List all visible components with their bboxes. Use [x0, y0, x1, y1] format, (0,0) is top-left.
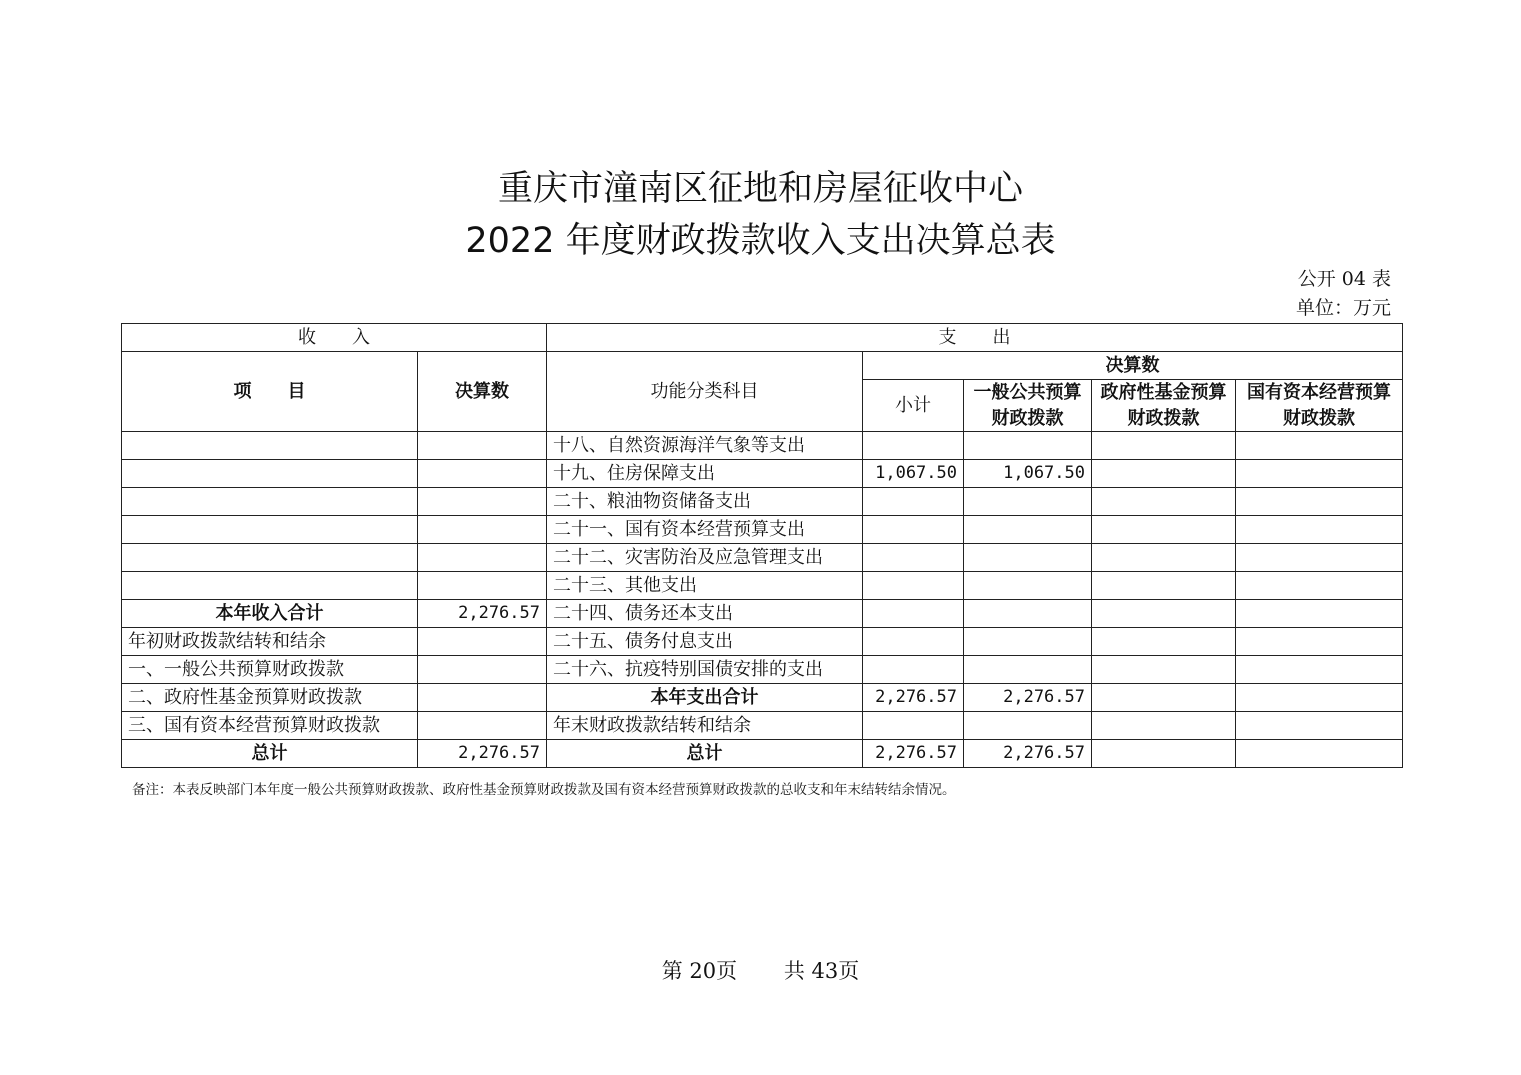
table-row	[122, 432, 1403, 460]
row-subtotal	[863, 488, 964, 516]
row-item	[122, 544, 418, 572]
row-func-category: 十九、住房保障支出	[547, 460, 863, 488]
income-header: 收 入	[122, 324, 547, 352]
row-general-budget: 1,067.50	[964, 460, 1092, 488]
row-gov-fund	[1092, 628, 1236, 656]
row-item: 二、政府性基金预算财政拨款	[122, 684, 418, 712]
row-func-category: 年末财政拨款结转和结余	[547, 712, 863, 740]
row-item	[122, 488, 418, 516]
table-row	[122, 656, 1403, 684]
row-general-budget	[964, 572, 1092, 600]
row-state-capital	[1236, 628, 1403, 656]
income-amount-header: 决算数	[418, 352, 547, 432]
row-subtotal	[863, 432, 964, 460]
row-income-amount	[418, 488, 547, 516]
table-row	[122, 572, 1403, 600]
func-category-header: 功能分类科目	[547, 352, 863, 432]
row-gov-fund	[1092, 712, 1236, 740]
row-subtotal	[863, 544, 964, 572]
row-state-capital	[1236, 544, 1403, 572]
row-gov-fund	[1092, 684, 1236, 712]
table-row	[122, 740, 1403, 768]
row-func-category: 本年支出合计	[547, 684, 863, 712]
row-item: 一、一般公共预算财政拨款	[122, 656, 418, 684]
table-row	[122, 460, 1403, 488]
row-gov-fund	[1092, 516, 1236, 544]
row-state-capital	[1236, 600, 1403, 628]
row-income-amount: 2,276.57	[418, 740, 547, 768]
document-title-line2: 2022 年度财政拨款收入支出决算总表	[465, 221, 1056, 261]
expense-header: 支 出	[547, 324, 1403, 352]
row-subtotal: 2,276.57	[863, 684, 964, 712]
row-func-category: 总计	[547, 740, 863, 768]
row-general-budget	[964, 712, 1092, 740]
row-item	[122, 460, 418, 488]
document-title-line1: 重庆市潼南区征地和房屋征收中心	[497, 169, 1023, 209]
table-note: 备注：本表反映部门本年度一般公共预算财政拨款、政府性基金预算财政拨款及国有资本经营预算财政拨款的总收支和年末结转结余情况。	[132, 782, 956, 798]
row-gov-fund	[1092, 460, 1236, 488]
row-general-budget	[964, 488, 1092, 516]
row-income-amount	[418, 544, 547, 572]
row-income-amount	[418, 656, 547, 684]
row-subtotal	[863, 656, 964, 684]
row-gov-fund	[1092, 600, 1236, 628]
row-item: 本年收入合计	[122, 600, 418, 628]
row-general-budget	[964, 544, 1092, 572]
row-general-budget	[964, 656, 1092, 684]
row-income-amount: 2,276.57	[418, 600, 547, 628]
row-income-amount	[418, 460, 547, 488]
row-item	[122, 572, 418, 600]
state-capital-header: 国有资本经营预算财政拨款	[1236, 380, 1403, 432]
row-subtotal	[863, 516, 964, 544]
gov-fund-header: 政府性基金预算财政拨款	[1092, 380, 1236, 432]
row-income-amount	[418, 712, 547, 740]
row-subtotal: 2,276.57	[863, 740, 964, 768]
table-row	[122, 712, 1403, 740]
row-subtotal	[863, 628, 964, 656]
row-gov-fund	[1092, 432, 1236, 460]
row-func-category: 二十五、债务付息支出	[547, 628, 863, 656]
row-general-budget	[964, 432, 1092, 460]
row-general-budget	[964, 600, 1092, 628]
settlement-header: 决算数	[863, 352, 1403, 380]
row-general-budget: 2,276.57	[964, 740, 1092, 768]
item-header: 项 目	[122, 352, 418, 432]
row-state-capital	[1236, 516, 1403, 544]
row-state-capital	[1236, 656, 1403, 684]
row-func-category: 二十二、灾害防治及应急管理支出	[547, 544, 863, 572]
row-item: 总计	[122, 740, 418, 768]
row-state-capital	[1236, 712, 1403, 740]
row-func-category: 二十三、其他支出	[547, 572, 863, 600]
row-income-amount	[418, 516, 547, 544]
budget-table	[121, 323, 1403, 768]
row-income-amount	[418, 684, 547, 712]
row-subtotal: 1,067.50	[863, 460, 964, 488]
row-item	[122, 432, 418, 460]
row-subtotal	[863, 712, 964, 740]
table-row	[122, 516, 1403, 544]
subtotal-header: 小计	[863, 380, 964, 432]
table-row	[122, 628, 1403, 656]
row-income-amount	[418, 432, 547, 460]
row-general-budget: 2,276.57	[964, 684, 1092, 712]
row-gov-fund	[1092, 740, 1236, 768]
row-income-amount	[418, 628, 547, 656]
table-code: 公开 04 表	[1297, 268, 1391, 290]
row-gov-fund	[1092, 572, 1236, 600]
table-row	[122, 600, 1403, 628]
row-func-category: 二十一、国有资本经营预算支出	[547, 516, 863, 544]
table-row	[122, 488, 1403, 516]
row-general-budget	[964, 628, 1092, 656]
page-current: 第 20页	[661, 959, 738, 983]
row-state-capital	[1236, 488, 1403, 516]
unit-label: 单位：万元	[1295, 297, 1391, 319]
row-item: 年初财政拨款结转和结余	[122, 628, 418, 656]
row-func-category: 二十六、抗疫特别国债安排的支出	[547, 656, 863, 684]
row-subtotal	[863, 572, 964, 600]
row-general-budget	[964, 516, 1092, 544]
page-footer	[0, 955, 1521, 985]
row-state-capital	[1236, 460, 1403, 488]
row-item	[122, 516, 418, 544]
table-row	[122, 684, 1403, 712]
row-gov-fund	[1092, 544, 1236, 572]
row-subtotal	[863, 600, 964, 628]
row-func-category: 二十、粮油物资储备支出	[547, 488, 863, 516]
row-gov-fund	[1092, 488, 1236, 516]
row-state-capital	[1236, 684, 1403, 712]
row-func-category: 十八、自然资源海洋气象等支出	[547, 432, 863, 460]
row-state-capital	[1236, 572, 1403, 600]
row-income-amount	[418, 572, 547, 600]
table-row	[122, 544, 1403, 572]
row-state-capital	[1236, 740, 1403, 768]
page-total: 共 43页	[783, 959, 860, 983]
row-item: 三、国有资本经营预算财政拨款	[122, 712, 418, 740]
row-state-capital	[1236, 432, 1403, 460]
general-budget-header: 一般公共预算财政拨款	[964, 380, 1092, 432]
row-gov-fund	[1092, 656, 1236, 684]
row-func-category: 二十四、债务还本支出	[547, 600, 863, 628]
